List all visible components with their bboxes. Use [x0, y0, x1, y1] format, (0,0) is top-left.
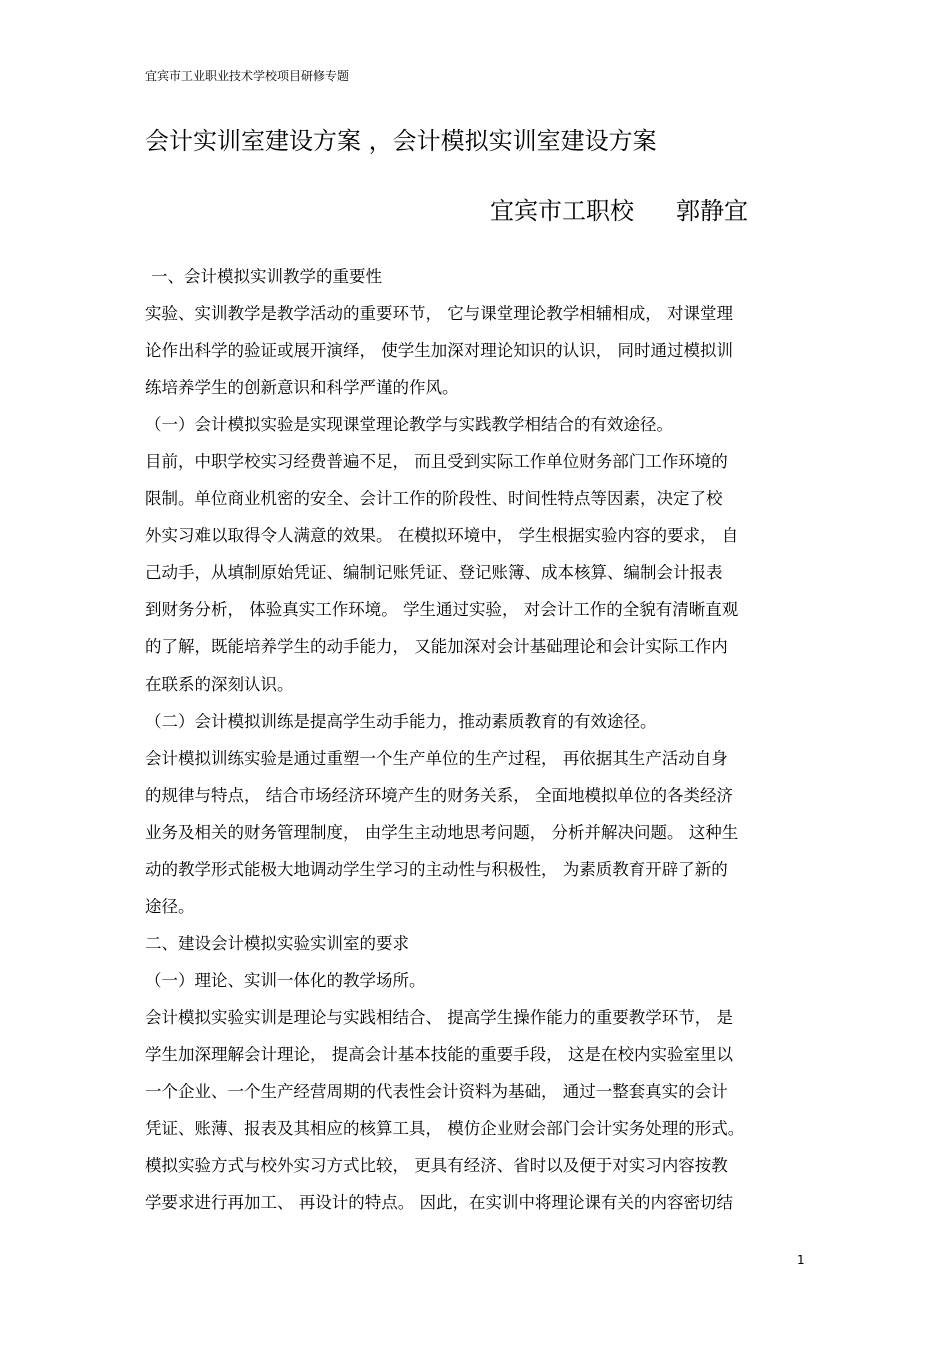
text-line: 模拟实验方式与校外实习方式比较， 更具有经济、省时以及便于对实习内容按教 [145, 1156, 728, 1176]
text-line: 到财务分析， 体验真实工作环境。 学生通过实验， 对会计工作的全貌有清晰直观 [145, 600, 739, 620]
subsection-heading: （一）理论、实训一体化的教学场所。 [145, 970, 426, 990]
text-line: 限制。单位商业机密的安全、会计工作的阶段性、时间性特点等因素，决定了校 [145, 489, 723, 509]
text-line: 在联系的深刻认识。 [145, 674, 294, 694]
text-line: 己动手，从填制原始凭证、编制记账凭证、登记账簿、成本核算、编制会计报表 [145, 563, 723, 583]
text-line: 外实习难以取得令人满意的效果。 在模拟环境中， 学生根据实验内容的要求， 自 [145, 526, 739, 546]
byline [490, 194, 748, 228]
byline-school: 宜宾市工职校 [490, 197, 634, 225]
text-line: 实验、实训教学是教学活动的重要环节， 它与课堂理论教学相辅相成， 对课堂理 [145, 304, 733, 324]
byline-author: 郭静宜 [676, 197, 748, 225]
document-body [145, 258, 810, 1221]
running-header: 宜宾市工业职业技术学校项目研修专题 [145, 69, 350, 83]
text-line: 凭证、账薄、报表及其相应的核算工具， 模仿企业财会部门会计实务处理的形式。 [145, 1119, 745, 1139]
subsection-heading: （二）会计模拟训练是提高学生动手能力，推动素质教育的有效途径。 [145, 711, 657, 731]
text-line: 一个企业、一个生产经营周期的代表性会计资料为基础， 通过一整套真实的会计 [145, 1082, 728, 1102]
section-heading: 二、建设会计模拟实验实训室的要求 [145, 933, 409, 953]
text-line: 的了解，既能培养学生的动手能力， 又能加深对会计基础理论和会计实际工作内 [145, 637, 728, 657]
text-line: 学要求进行再加工、 再设计的特点。 因此，在实训中将理论课有关的内容密切结 [145, 1193, 733, 1213]
text-line: 学生加深理解会计理论， 提高会计基本技能的重要手段， 这是在校内实验室里以 [145, 1044, 733, 1064]
document-title: 会计实训室建设方案 ，会计模拟实训室建设方案 [145, 127, 657, 155]
page-number: 1 [797, 1253, 805, 1267]
text-line: 途径。 [145, 896, 195, 916]
text-line: 会计模拟实验实训是理论与实践相结合、 提高学生操作能力的重要教学环节， 是 [145, 1007, 733, 1027]
text-line: 动的教学形式能极大地调动学生学习的主动性与积极性， 为素质教育开辟了新的 [145, 859, 728, 879]
text-line: 业务及相关的财务管理制度， 由学生主动地思考问题， 分析并解决问题。 这种生 [145, 822, 739, 842]
section-heading: 一、会计模拟实训教学的重要性 [151, 267, 382, 286]
text-line: 的规律与特点， 结合市场经济环境产生的财务关系， 全面地模拟单位的各类经济 [145, 785, 733, 805]
subsection-heading: （一）会计模拟实验是实现课堂理论教学与实践教学相结合的有效途径。 [145, 415, 673, 435]
text-line: 目前，中职学校实习经费普遍不足， 而且受到实际工作单位财务部门工作环境的 [145, 452, 728, 472]
text-line: 练培养学生的创新意识和科学严谨的作风。 [145, 378, 459, 398]
text-line: 会计模拟训练实验是通过重塑一个生产单位的生产过程， 再依据其生产活动自身 [145, 748, 728, 768]
text-line: 论作出科学的验证或展开演绎， 使学生加深对理论知识的认识， 同时通过模拟训 [145, 341, 733, 361]
